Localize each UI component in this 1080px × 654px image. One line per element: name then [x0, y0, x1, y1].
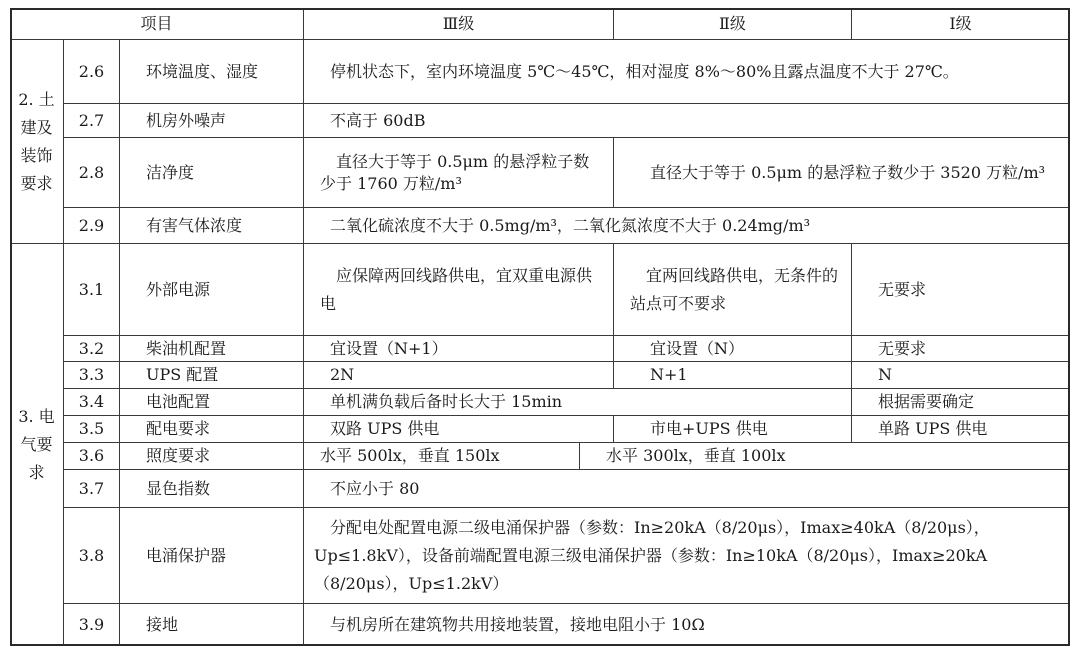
- row-3-3-level-2: N+1: [614, 362, 852, 389]
- row-3-8-item: 电涌保护器: [120, 508, 304, 604]
- row-3-1-number: 3.1: [64, 244, 120, 336]
- row-3-4-level-1: 根据需要确定: [852, 389, 1070, 416]
- row-3-2-number: 3.2: [64, 336, 120, 362]
- row-3-3-item: UPS 配置: [120, 362, 304, 389]
- row-2-6-number: 2.6: [64, 40, 120, 104]
- row-3-7-item: 显色指数: [120, 470, 304, 508]
- row-3-9-value: 与机房所在建筑物共用接地装置，接地电阻小于 10Ω: [304, 604, 1070, 646]
- row-2-7-number: 2.7: [64, 104, 120, 138]
- row-3-5-number: 3.5: [64, 416, 120, 443]
- row-2-8-level-2-1: 直径大于等于 0.5μm 的悬浮粒子数少于 3520 万粒/m³: [614, 138, 1070, 208]
- row-3-5-item: 配电要求: [120, 416, 304, 443]
- row-3-4-number: 3.4: [64, 389, 120, 416]
- header-level-2: Ⅱ级: [614, 8, 852, 40]
- row-3-9-item: 接地: [120, 604, 304, 646]
- section-electrical: 3. 电气要求: [10, 244, 64, 646]
- row-3-1-level-1: 无要求: [852, 244, 1070, 336]
- row-3-6-number: 3.6: [64, 443, 120, 470]
- row-3-2-level-3: 宜设置（N+1）: [304, 336, 614, 362]
- row-3-8-value: 分配电处配置电源二级电涌保护器（参数：In≥20kA（8/20μs），Imax≥40kA（8/20μs），Up≤1.8kV），设备前端配置电源三级电涌保护器（参数：In≥10kA（8/20μs），Imax≥20kA（8/20μs），Up≤1.2kV）: [304, 508, 1070, 604]
- row-3-1-level-2: 宜两回线路供电，无条件的站点可不要求: [614, 244, 852, 336]
- row-3-5-level-2: 市电+UPS 供电: [614, 416, 852, 443]
- row-2-8-item: 洁净度: [120, 138, 304, 208]
- row-2-6-value: 停机状态下，室内环境温度 5℃～45℃，相对湿度 8%～80%且露点温度不大于 27℃。: [304, 40, 1070, 104]
- requirements-table-wrapper: [10, 8, 1070, 646]
- row-3-3-number: 3.3: [64, 362, 120, 389]
- requirements-table: [10, 8, 1070, 646]
- row-3-7-number: 3.7: [64, 470, 120, 508]
- row-3-6-item: 照度要求: [120, 443, 304, 470]
- row-3-5-level-3: 双路 UPS 供电: [304, 416, 614, 443]
- section-civil: 2. 土建及装饰要求: [10, 40, 64, 244]
- row-2-9-item: 有害气体浓度: [120, 208, 304, 244]
- row-2-8-level-3: 直径大于等于 0.5μm 的悬浮粒子数少于 1760 万粒/m³: [304, 138, 614, 208]
- row-3-2-item: 柴油机配置: [120, 336, 304, 362]
- row-3-1-level-3: 应保障两回线路供电，宜双重电源供电: [304, 244, 614, 336]
- row-3-6-level-2-1: 水平 300lx，垂直 100lx: [580, 443, 1070, 470]
- row-3-1-item: 外部电源: [120, 244, 304, 336]
- row-3-3-level-1: N: [852, 362, 1070, 389]
- row-3-7-value: 不应小于 80: [304, 470, 1070, 508]
- header-level-3: Ⅲ级: [304, 8, 614, 40]
- row-3-9-number: 3.9: [64, 604, 120, 646]
- row-2-8-number: 2.8: [64, 138, 120, 208]
- header-level-1: Ⅰ级: [852, 8, 1070, 40]
- row-3-6-level-3: 水平 500lx，垂直 150lx: [304, 443, 580, 470]
- row-3-5-level-1: 单路 UPS 供电: [852, 416, 1070, 443]
- header-item: 项目: [10, 8, 304, 40]
- row-3-4-level-3-2: 单机满负载后备时长大于 15min: [304, 389, 852, 416]
- row-2-6-item: 环境温度、湿度: [120, 40, 304, 104]
- row-3-4-item: 电池配置: [120, 389, 304, 416]
- row-2-9-value: 二氧化硫浓度不大于 0.5mg/m³，二氧化氮浓度不大于 0.24mg/m³: [304, 208, 1070, 244]
- row-3-2-level-1: 无要求: [852, 336, 1070, 362]
- row-2-7-item: 机房外噪声: [120, 104, 304, 138]
- row-3-3-level-3: 2N: [304, 362, 614, 389]
- row-2-9-number: 2.9: [64, 208, 120, 244]
- row-3-2-level-2: 宜设置（N）: [614, 336, 852, 362]
- row-3-8-number: 3.8: [64, 508, 120, 604]
- row-2-7-value: 不高于 60dB: [304, 104, 1070, 138]
